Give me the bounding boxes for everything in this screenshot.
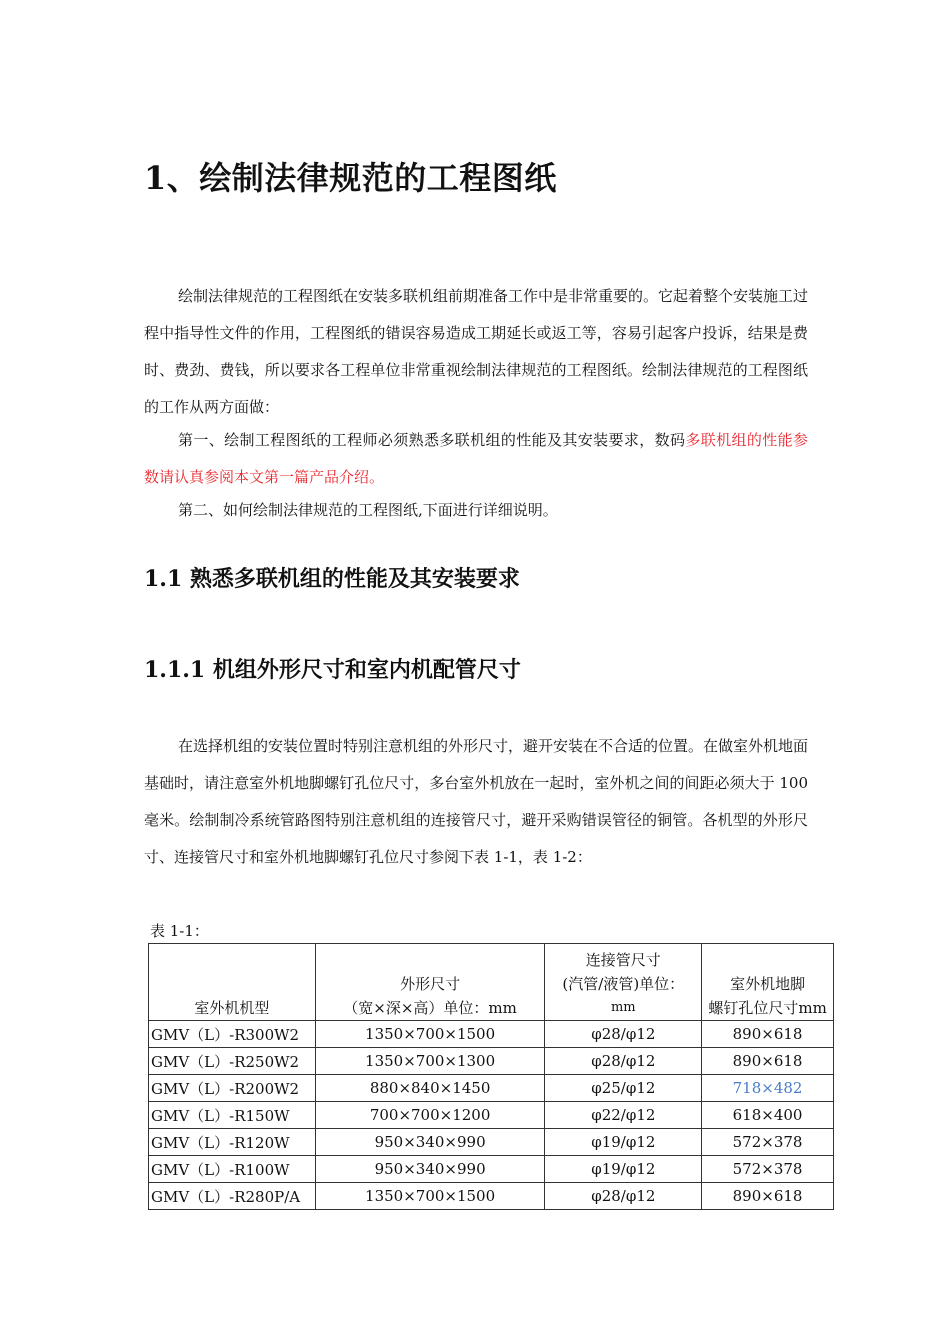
- cell-dim: 880×840×1450: [315, 1075, 545, 1102]
- header-pipe: [545, 944, 702, 1021]
- cell-hole: 572×378: [702, 1156, 834, 1183]
- cell-hole-highlighted: 718×482: [702, 1075, 834, 1102]
- point-1-highlight: 多联机组的性能参数请认真参阅本文第一篇产品介绍。: [144, 431, 808, 486]
- cell-hole: 890×618: [702, 1048, 834, 1075]
- header-hole-line1: 室外机地脚: [730, 975, 806, 993]
- table-header-row: [149, 944, 834, 1021]
- table-row: [149, 1021, 834, 1048]
- cell-model: GMV（L）-R150W: [149, 1102, 316, 1129]
- point-1: [144, 422, 808, 496]
- header-pipe-line3: mm: [610, 1000, 636, 1015]
- header-pipe-line1: 连接管尺寸: [585, 951, 661, 969]
- table-row: [149, 1129, 834, 1156]
- cell-pipe: φ28/φ12: [545, 1048, 702, 1075]
- cell-pipe: φ28/φ12: [545, 1183, 702, 1210]
- point-2: 第二、如何绘制法律规范的工程图纸,下面进行详细说明。: [178, 501, 558, 519]
- table-row: [149, 1102, 834, 1129]
- cell-model: GMV（L）-R120W: [149, 1129, 316, 1156]
- table-row: [149, 1075, 834, 1102]
- cell-dim: 1350×700×1300: [315, 1048, 545, 1075]
- cell-dim: 700×700×1200: [315, 1102, 545, 1129]
- cell-pipe: φ25/φ12: [545, 1075, 702, 1102]
- header-model-label: 室外机机型: [194, 999, 270, 1017]
- intro-paragraph: 绘制法律规范的工程图纸在安装多联机组前期准备工作中是非常重要的。它起着整个安装施工过程中指导性文件的作用，工程图纸的错误容易造成工期延长或返工等，容易引起客户投诉，结果是费时、费劲、费钱，所以要求各工程单位非常重视绘制法律规范的工程图纸。绘制法律规范的工程图纸的工作从两方面做：: [144, 287, 809, 416]
- header-model: [149, 944, 316, 1021]
- cell-model: GMV（L）-R300W2: [149, 1021, 316, 1048]
- heading-1: 1、绘制法律规范的工程图纸: [144, 159, 557, 197]
- cell-hole: 890×618: [702, 1183, 834, 1210]
- spec-table: [148, 943, 834, 1210]
- table-caption: 表 1-1：: [150, 922, 209, 940]
- cell-hole: 618×400: [702, 1102, 834, 1129]
- cell-model: GMV（L）-R280P/A: [149, 1183, 316, 1210]
- cell-dim: 1350×700×1500: [315, 1021, 545, 1048]
- cell-model: GMV（L）-R250W2: [149, 1048, 316, 1075]
- body-paragraph: 在选择机组的安装位置时特别注意机组的外形尺寸，避开安装在不合适的位置。在做室外机地面基础时，请注意室外机地脚螺钉孔位尺寸，多台室外机放在一起时，室外机之间的间距必须大于 100 毫米。绘制制冷系统管路图特别注意机组的连接管尺寸，避开采购错误管径的铜管。各机型的外形尺寸、连接管尺寸和室外机地脚螺钉孔位尺寸参阅下表 1-1，表 1-2：: [144, 737, 809, 866]
- header-pipe-line2: (汽管/液管)单位：: [562, 975, 685, 993]
- header-hole: [702, 944, 834, 1021]
- table-row: [149, 1183, 834, 1210]
- cell-dim: 950×340×990: [315, 1156, 545, 1183]
- header-dimensions: [315, 944, 545, 1021]
- cell-pipe: φ19/φ12: [545, 1156, 702, 1183]
- header-hole-line2: 螺钉孔位尺寸mm: [708, 999, 827, 1017]
- table-row: [149, 1156, 834, 1183]
- cell-model: GMV（L）-R100W: [149, 1156, 316, 1183]
- heading-3: 1.1.1 机组外形尺寸和室内机配管尺寸: [144, 657, 521, 683]
- heading-2: 1.1 熟悉多联机组的性能及其安装要求: [144, 566, 520, 592]
- cell-hole: 572×378: [702, 1129, 834, 1156]
- cell-pipe: φ19/φ12: [545, 1129, 702, 1156]
- cell-pipe: φ22/φ12: [545, 1102, 702, 1129]
- cell-hole: 890×618: [702, 1021, 834, 1048]
- header-dim-line1: 外形尺寸: [400, 975, 461, 993]
- cell-dim: 950×340×990: [315, 1129, 545, 1156]
- cell-model: GMV（L）-R200W2: [149, 1075, 316, 1102]
- header-dim-line2: （宽×深×高）单位：mm: [343, 999, 517, 1017]
- point-1-text: 第一、绘制工程图纸的工程师必须熟悉多联机组的性能及其安装要求，数码: [178, 431, 686, 449]
- table-row: [149, 1048, 834, 1075]
- cell-dim: 1350×700×1500: [315, 1183, 545, 1210]
- cell-pipe: φ28/φ12: [545, 1021, 702, 1048]
